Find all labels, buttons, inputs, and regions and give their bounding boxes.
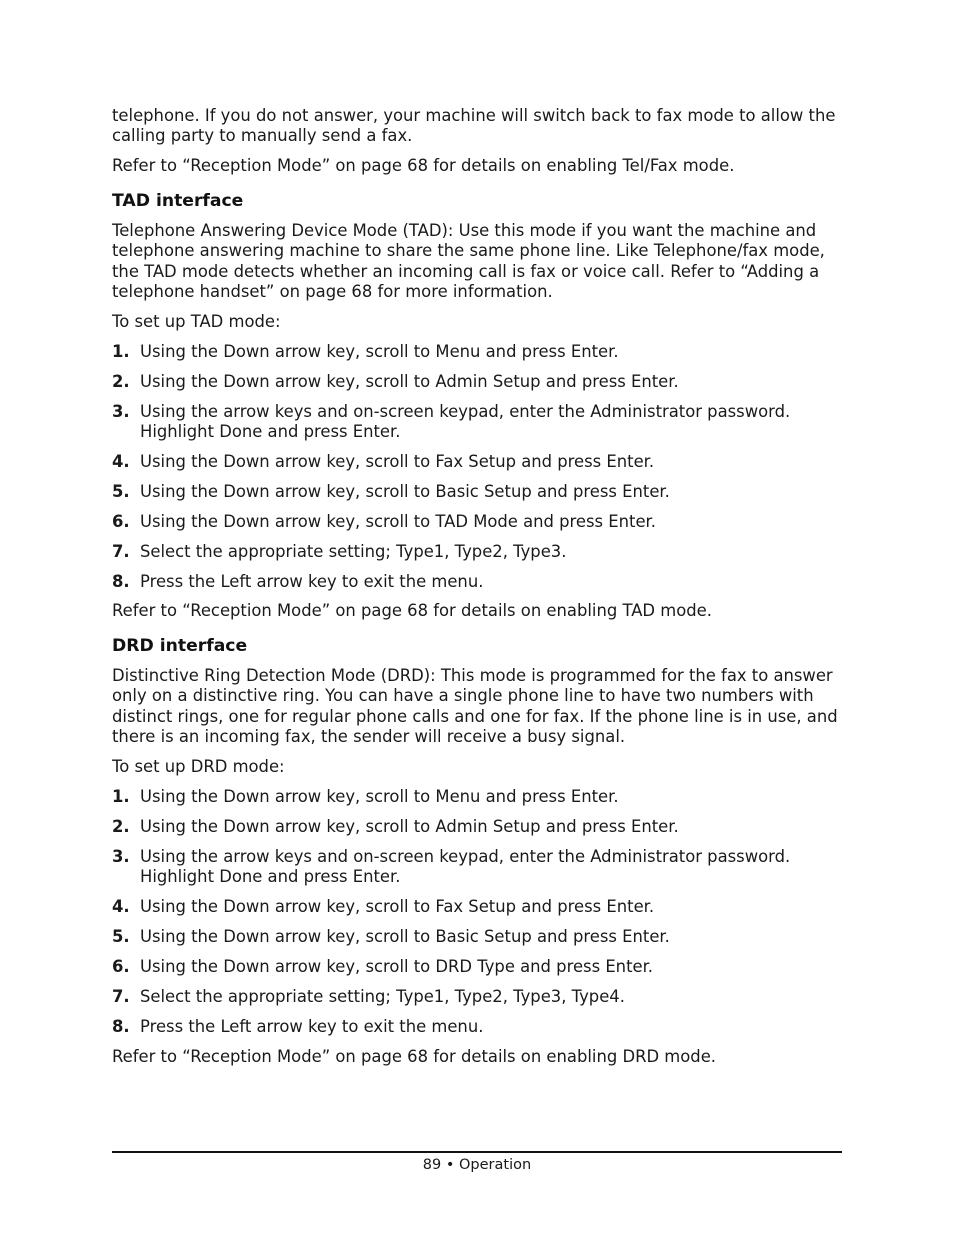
drd-setup-intro: To set up DRD mode: bbox=[112, 756, 285, 776]
step-number: 5. bbox=[112, 926, 130, 946]
list-item bbox=[112, 1017, 842, 1037]
page-content bbox=[112, 106, 842, 1076]
drd-description: Distinctive Ring Detection Mode (DRD): This mode is programmed for the fax to answer only on a distinctive ring. You can have a single phone line to have two numbers with distinct rings, one for regular phone calls and one for fax. If the phone line is in use, and there is an incoming fax, the sender will receive a busy signal. bbox=[112, 665, 838, 747]
step-number: 2. bbox=[112, 816, 130, 836]
step-text: Using the Down arrow key, scroll to Fax Setup and press Enter. bbox=[140, 896, 655, 916]
drd-steps-list bbox=[112, 787, 842, 1037]
tad-heading: TAD interface bbox=[112, 190, 244, 211]
list-item bbox=[112, 957, 842, 977]
step-number: 4. bbox=[112, 896, 130, 916]
list-item bbox=[112, 927, 842, 947]
step-text: Using the Down arrow key, scroll to Basic Setup and press Enter. bbox=[140, 481, 670, 501]
step-text: Select the appropriate setting; Type1, Type2, Type3. bbox=[140, 541, 567, 561]
drd-heading: DRD interface bbox=[112, 635, 248, 656]
step-number: 8. bbox=[112, 1016, 130, 1036]
step-text: Using the arrow keys and on-screen keypad, enter the Administrator password. Highlight Done and press Enter. bbox=[140, 401, 791, 441]
step-text: Press the Left arrow key to exit the menu. bbox=[140, 571, 484, 591]
list-item bbox=[112, 512, 842, 532]
list-item bbox=[112, 897, 842, 917]
step-text: Using the Down arrow key, scroll to Admin Setup and press Enter. bbox=[140, 371, 679, 391]
list-item bbox=[112, 987, 842, 1007]
footer-divider bbox=[112, 1151, 842, 1153]
list-item bbox=[112, 847, 842, 888]
tad-setup-intro: To set up TAD mode: bbox=[112, 311, 281, 331]
list-item bbox=[112, 482, 842, 502]
step-number: 6. bbox=[112, 956, 130, 976]
list-item bbox=[112, 572, 842, 592]
step-number: 7. bbox=[112, 541, 130, 561]
list-item bbox=[112, 542, 842, 562]
step-text: Press the Left arrow key to exit the menu. bbox=[140, 1016, 484, 1036]
step-text: Using the Down arrow key, scroll to Fax Setup and press Enter. bbox=[140, 451, 655, 471]
list-item bbox=[112, 342, 842, 362]
list-item bbox=[112, 817, 842, 837]
step-number: 6. bbox=[112, 511, 130, 531]
step-number: 3. bbox=[112, 401, 130, 421]
step-number: 2. bbox=[112, 371, 130, 391]
page-footer: 89 • Operation bbox=[422, 1157, 532, 1173]
step-number: 1. bbox=[112, 786, 130, 806]
intro-paragraph: telephone. If you do not answer, your machine will switch back to fax mode to allow the calling party to manually send a fax. bbox=[112, 106, 836, 146]
tad-steps-list bbox=[112, 342, 842, 592]
tad-refer-paragraph: Refer to “Reception Mode” on page 68 for details on enabling TAD mode. bbox=[112, 601, 712, 621]
step-number: 5. bbox=[112, 481, 130, 501]
list-item bbox=[112, 452, 842, 472]
drd-refer-paragraph: Refer to “Reception Mode” on page 68 for details on enabling DRD mode. bbox=[112, 1046, 716, 1066]
step-number: 3. bbox=[112, 846, 130, 866]
list-item bbox=[112, 402, 842, 443]
step-text: Select the appropriate setting; Type1, Type2, Type3, Type4. bbox=[140, 986, 625, 1006]
step-text: Using the arrow keys and on-screen keypad, enter the Administrator password. Highlight Done and press Enter. bbox=[140, 846, 791, 887]
step-number: 8. bbox=[112, 571, 130, 591]
step-text: Using the Down arrow key, scroll to Menu and press Enter. bbox=[140, 341, 619, 361]
list-item bbox=[112, 787, 842, 807]
step-number: 1. bbox=[112, 341, 130, 361]
step-text: Using the Down arrow key, scroll to Menu and press Enter. bbox=[140, 786, 619, 806]
intro-refer-paragraph: Refer to “Reception Mode” on page 68 for details on enabling Tel/Fax mode. bbox=[112, 156, 735, 176]
step-text: Using the Down arrow key, scroll to Admin Setup and press Enter. bbox=[140, 816, 679, 836]
step-text: Using the Down arrow key, scroll to Basic Setup and press Enter. bbox=[140, 926, 670, 946]
tad-description: Telephone Answering Device Mode (TAD): Use this mode if you want the machine and telephone answering machine to share the same phone line. Like Telephone/fax mode, the TAD mode detects whether an incoming call is fax or voice call. Refer to “Adding a telephone handset” on page 68 for more information. bbox=[112, 220, 825, 301]
list-item bbox=[112, 372, 842, 392]
step-text: Using the Down arrow key, scroll to TAD Mode and press Enter. bbox=[140, 511, 656, 531]
step-number: 4. bbox=[112, 451, 130, 471]
step-text: Using the Down arrow key, scroll to DRD Type and press Enter. bbox=[140, 956, 654, 976]
step-number: 7. bbox=[112, 986, 130, 1006]
